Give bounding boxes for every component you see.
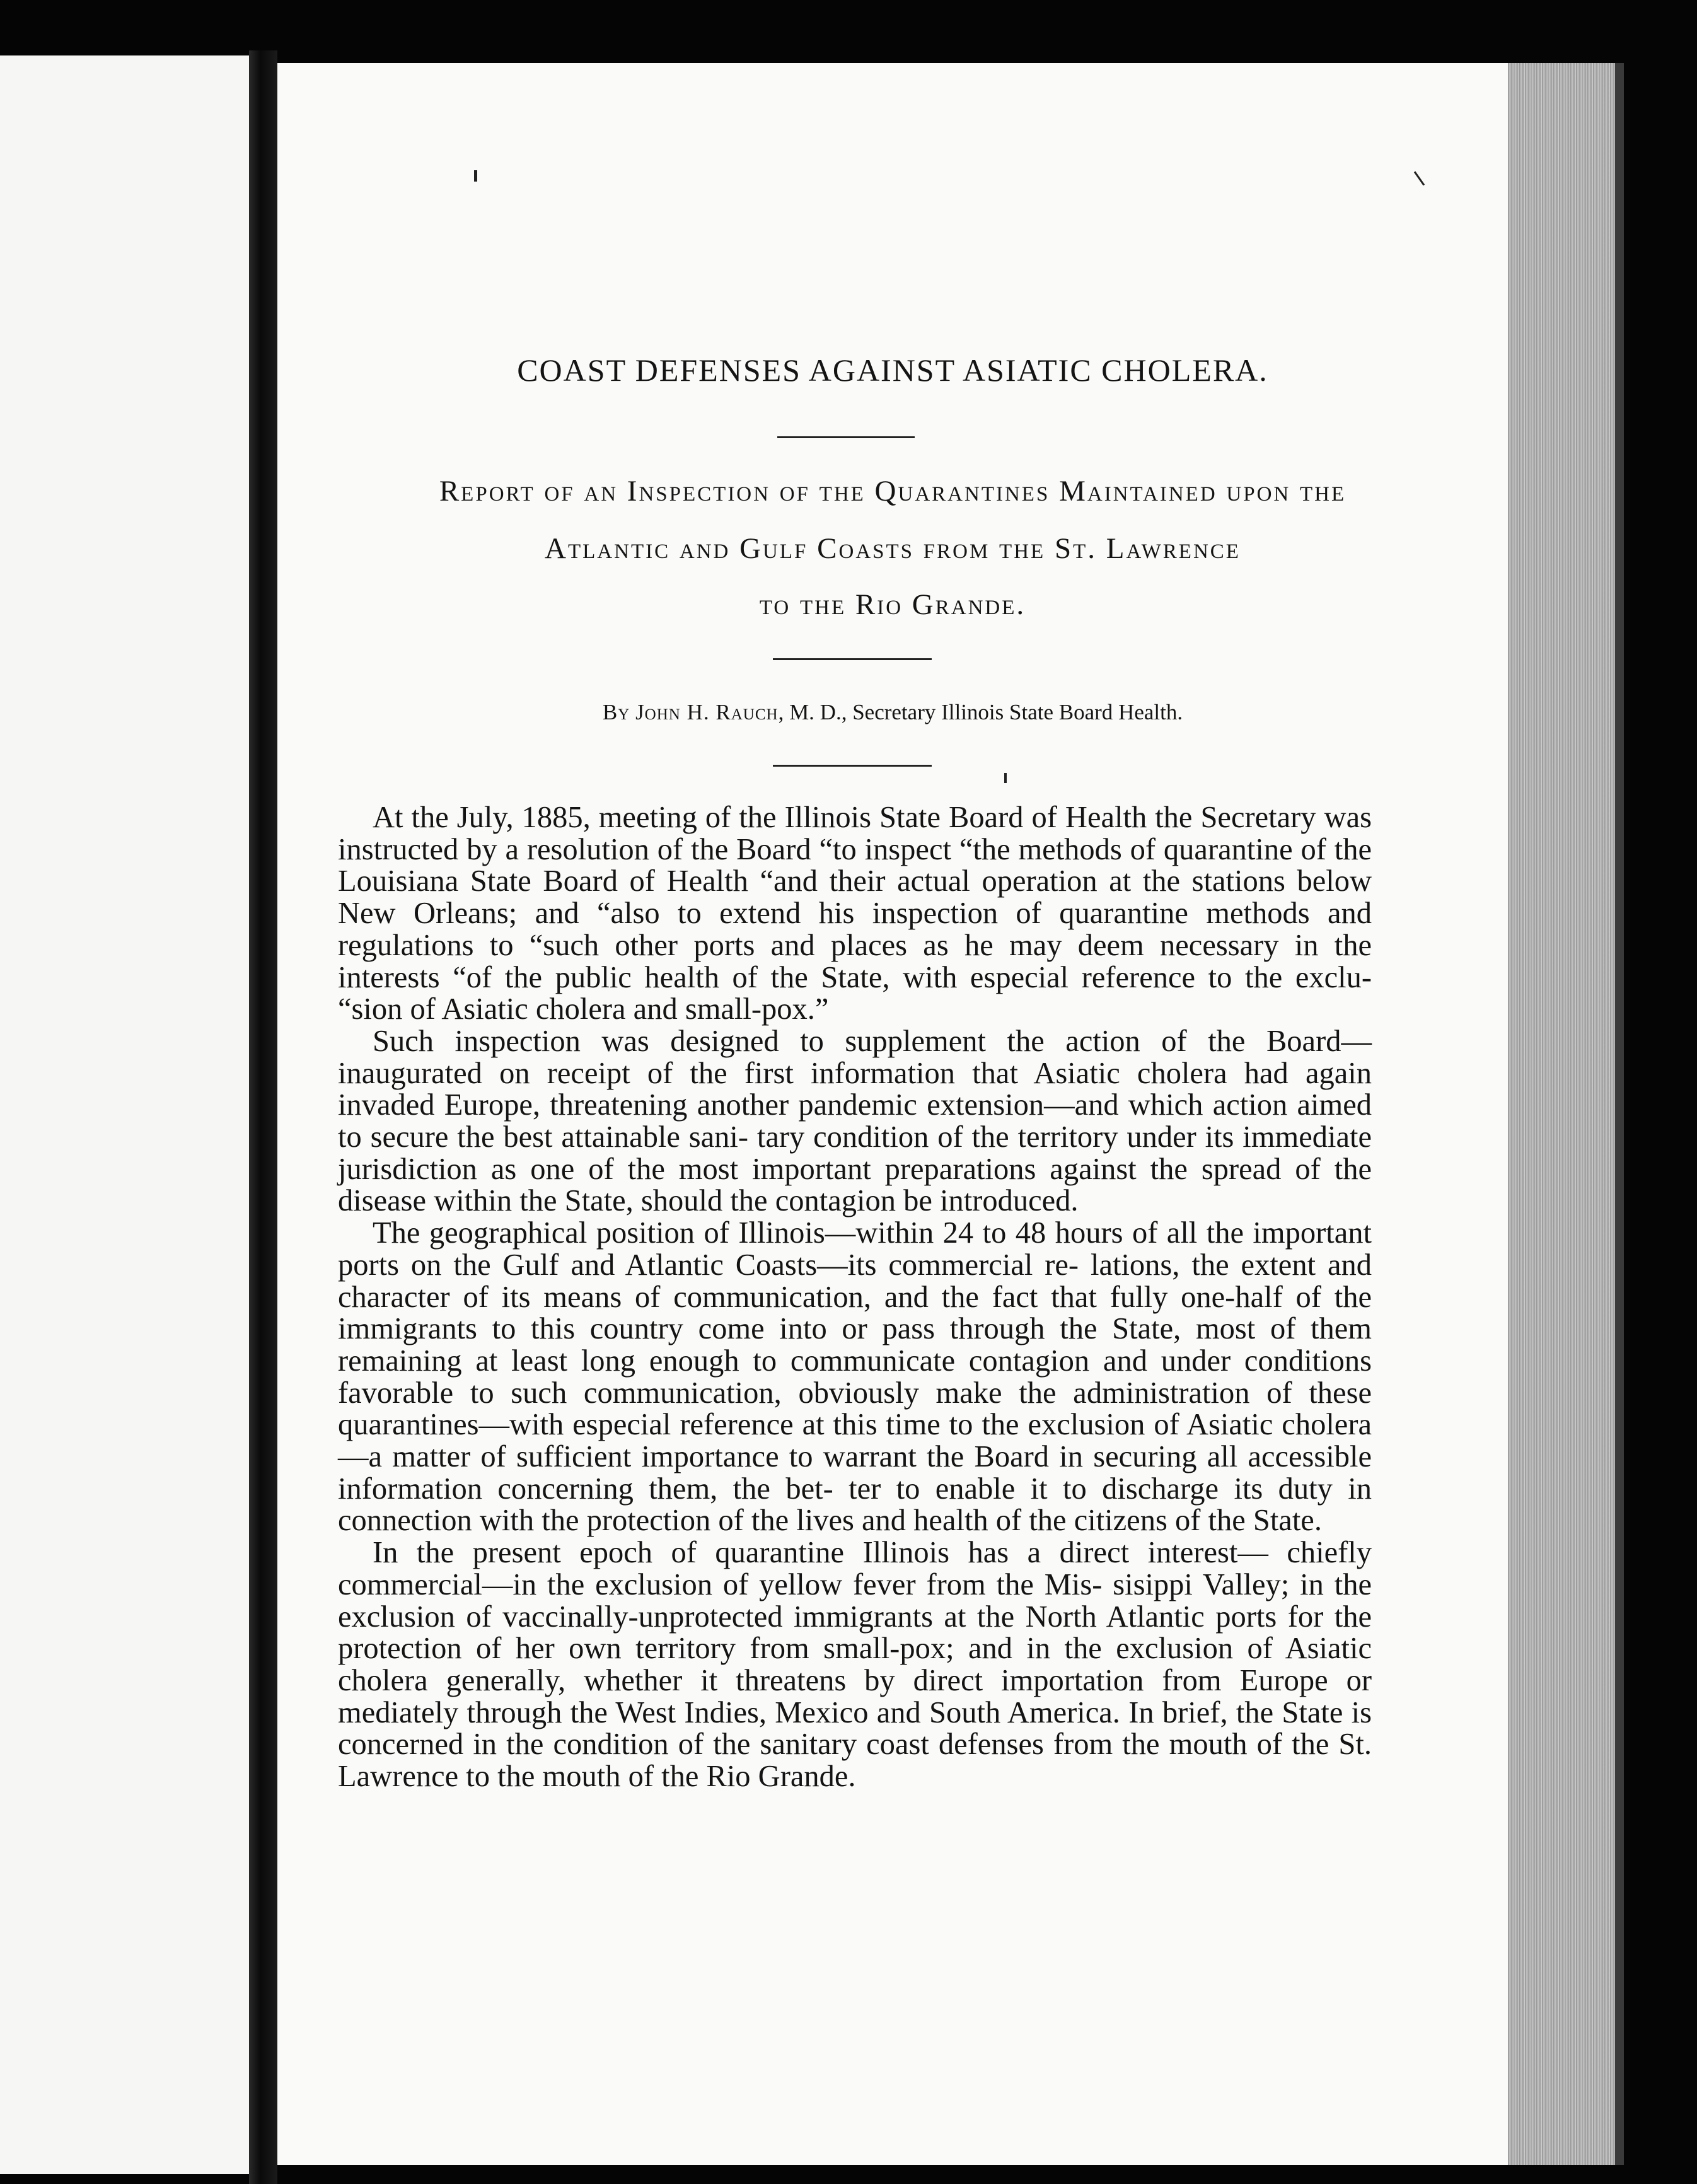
subtitle-line-2: Atlantic and Gulf Coasts from the St. Lawrence (545, 532, 1241, 565)
page-edges (1508, 63, 1615, 2165)
left-page-edge (0, 55, 249, 2174)
paragraph: At the July, 1885, meeting of the Illinois State Board of Health the Secretary was instructed by a resolution of the Board “to inspect “the methods of quarantine of the Louisiana State Board of Health “and their actual operation at the stations below New Orleans; and “also to extend his inspection of quarantine methods and regulations to “such other ports and places as he may deem necessary in the interests “of the public health of the State, with especial reference to the exclu- “sion of Asiatic cholera and small-pox.” (338, 801, 1372, 1026)
body-text (338, 802, 1372, 1793)
paragraph: Such inspection was designed to supplement the action of the Board—inaugurated on receipt of the first information that Asiatic cholera had again invaded Europe, threatening another pandemic extension—and which action aimed to secure the best attainable sani- tary condition of the territory under its immediate jurisdiction as one of the most important preparations against the spread of the disease within the State, should the contagion be introduced. (338, 1024, 1372, 1218)
book-gutter (249, 50, 277, 2184)
subtitle-line-3: to the Rio Grande. (759, 588, 1026, 621)
divider-rule (773, 765, 932, 767)
document-title: COAST DEFENSES AGAINST ASIATIC CHOLERA. (517, 352, 1268, 388)
subtitle-line-1: Report of an Inspection of the Quarantines Maintained upon the (439, 475, 1347, 508)
scan-speck (474, 170, 477, 182)
scan-speck (1004, 773, 1007, 783)
paragraph: In the present epoch of quarantine Illinois has a direct interest— chiefly commercial—in the exclusion of yellow fever from the Mis- sisippi Valley; in the exclusion of vaccinally-unprotected immigrants at the North Atlantic ports for the protection of her own territory from small-pox; and in the exclusion of Asiatic cholera generally, whether it threatens by direct importation from Europe or mediately through the West Indies, Mexico and South America. In brief, the State is concerned in the condition of the sanitary coast defenses from the mouth of the St. Lawrence to the mouth of the Rio Grande. (338, 1536, 1372, 1794)
byline-affiliation: , M. D., Secretary Illinois State Board Health. (778, 700, 1183, 724)
divider-rule (773, 658, 932, 660)
divider-rule (777, 436, 915, 438)
page-edges-shadow (1615, 63, 1624, 2165)
byline (277, 700, 1508, 725)
paragraph: The geographical position of Illinois—within 24 to 48 hours of all the important ports on the Gulf and Atlantic Coasts—its commercial re- lations, the extent and character of its means of communication, and the fact that fully one-half of the immigrants to this country come into or pass through the State, most of them remaining at least long enough to communicate contagion and under conditions favorable to such communication, obviously make the administration of these quarantines—with especial reference at this time to the exclusion of Asiatic cholera—a matter of sufficient importance to warrant the Board in securing all accessible information concerning them, the bet- ter to enable it to discharge its duty in connection with the protection of the lives and health of the citizens of the State. (338, 1216, 1372, 1538)
byline-author: John H. Rauch (635, 700, 779, 724)
byline-by: By (602, 700, 630, 724)
